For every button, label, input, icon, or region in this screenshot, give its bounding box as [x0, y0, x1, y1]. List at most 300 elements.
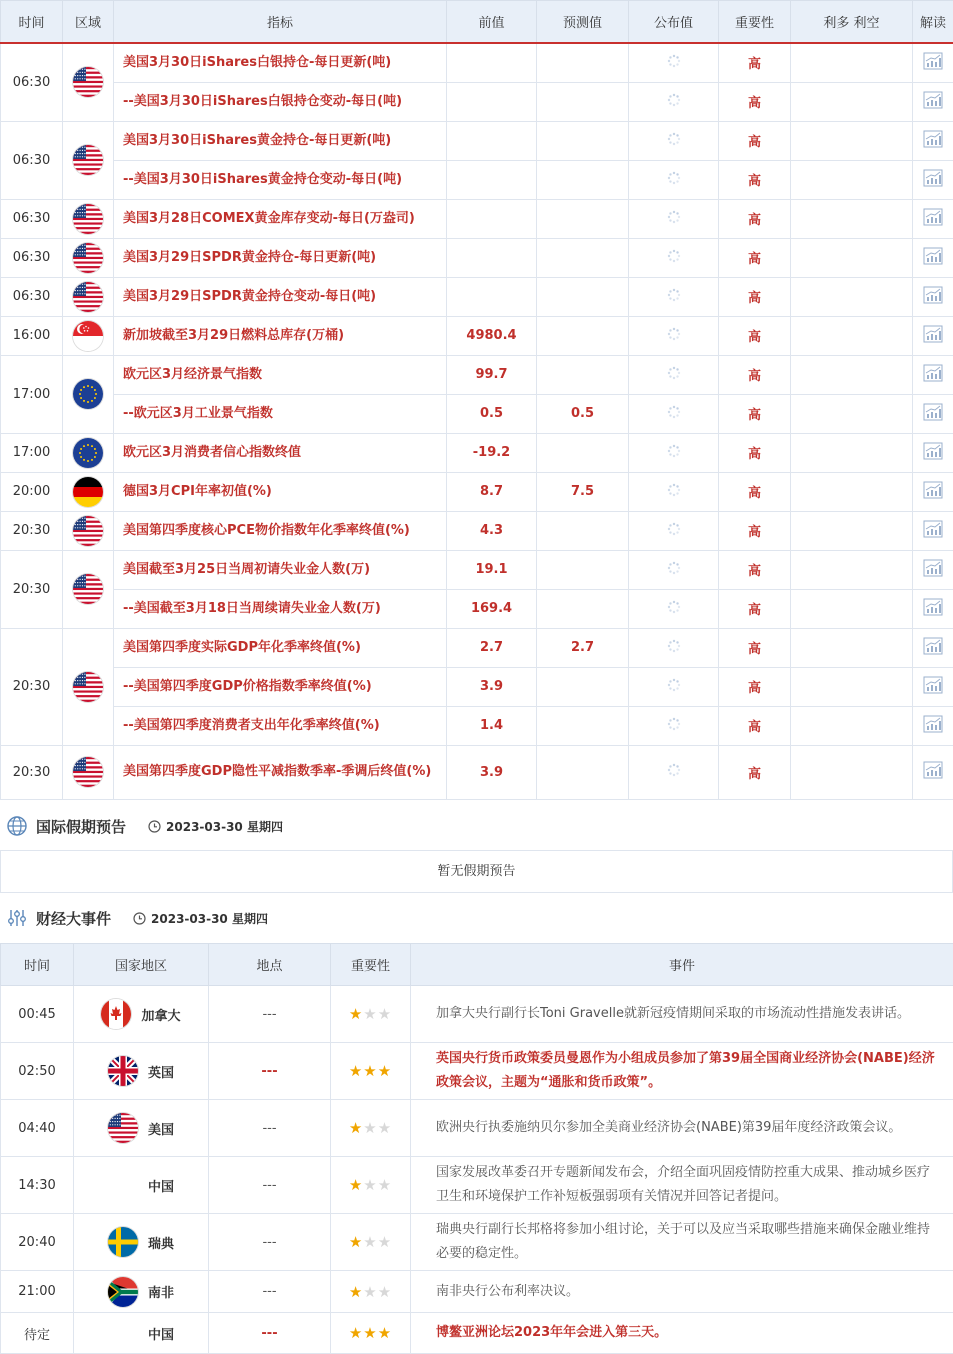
indicator-row	[1, 394, 953, 433]
indicator-time: 06:30	[1, 238, 63, 277]
importance-level: 高	[719, 199, 791, 238]
indicator-time: 20:30	[1, 628, 63, 745]
event-country: 瑞典	[148, 1233, 174, 1252]
event-importance-stars	[331, 1043, 411, 1100]
ev-col-importance: 重要性	[331, 944, 411, 986]
importance-level: 高	[719, 433, 791, 472]
impact-cell	[791, 199, 913, 238]
financial-events-table	[0, 943, 953, 1354]
indicator-name[interactable]: 美国第四季度实际GDP年化季率终值(%)	[114, 628, 447, 667]
chart-icon[interactable]	[923, 247, 943, 269]
importance-level: 高	[719, 160, 791, 199]
chart-icon[interactable]	[923, 637, 943, 659]
indicator-time: 17:00	[1, 355, 63, 433]
star-icon: ★	[378, 1119, 392, 1137]
previous-value: -19.2	[447, 433, 537, 472]
event-row	[1, 1313, 953, 1354]
actual-value	[629, 160, 719, 199]
indicator-row	[1, 277, 953, 316]
event-location: ---	[209, 1214, 331, 1271]
forecast-value	[537, 43, 629, 82]
loading-spinner-icon	[667, 366, 681, 384]
event-time: 20:40	[1, 1214, 74, 1271]
indicator-row	[1, 316, 953, 355]
flag-us-icon	[73, 67, 103, 97]
event-location: ---	[209, 1043, 331, 1100]
loading-spinner-icon	[667, 678, 681, 696]
forecast-value	[537, 82, 629, 121]
region-cell	[63, 316, 114, 355]
impact-cell	[791, 277, 913, 316]
forecast-value	[537, 706, 629, 745]
analysis-cell[interactable]	[913, 706, 953, 745]
col-region: 区域	[63, 1, 114, 44]
importance-level: 高	[719, 550, 791, 589]
event-time: 02:50	[1, 1043, 74, 1100]
previous-value: 3.9	[447, 667, 537, 706]
indicator-row	[1, 121, 953, 160]
chart-icon[interactable]	[923, 715, 943, 737]
previous-value: 8.7	[447, 472, 537, 511]
col-forecast: 预测值	[537, 1, 629, 44]
chart-icon[interactable]	[923, 208, 943, 230]
indicator-row	[1, 628, 953, 667]
indicator-name[interactable]: 美国3月30日iShares白银持仓-每日更新(吨)	[114, 43, 447, 82]
star-icon: ★	[378, 1283, 392, 1301]
event-description: 南非央行公布利率决议。	[411, 1271, 953, 1313]
event-location: ---	[209, 1100, 331, 1157]
indicator-row	[1, 355, 953, 394]
importance-level: 高	[719, 43, 791, 82]
ev-col-time: 时间	[1, 944, 74, 986]
loading-spinner-icon	[667, 327, 681, 345]
impact-cell	[791, 160, 913, 199]
indicator-time: 06:30	[1, 277, 63, 316]
forecast-value	[537, 199, 629, 238]
events-section-title: 财经大事件	[36, 908, 111, 929]
event-country-cell	[74, 1100, 209, 1157]
indicator-name[interactable]: 美国3月29日SPDR黄金持仓变动-每日(吨)	[114, 277, 447, 316]
chart-icon[interactable]	[923, 403, 943, 425]
col-importance: 重要性	[719, 1, 791, 44]
impact-cell	[791, 628, 913, 667]
previous-value: 2.7	[447, 628, 537, 667]
impact-cell	[791, 706, 913, 745]
event-country: 英国	[148, 1062, 174, 1081]
indicator-row	[1, 511, 953, 550]
impact-cell	[791, 433, 913, 472]
chart-icon[interactable]	[923, 442, 943, 464]
importance-level: 高	[719, 238, 791, 277]
col-actual: 公布值	[629, 1, 719, 44]
loading-spinner-icon	[667, 483, 681, 501]
analysis-cell[interactable]	[913, 199, 953, 238]
actual-value	[629, 316, 719, 355]
flag-ca-icon	[101, 999, 131, 1029]
indicator-row	[1, 43, 953, 82]
actual-value	[629, 511, 719, 550]
analysis-cell[interactable]	[913, 628, 953, 667]
actual-value	[629, 277, 719, 316]
star-icon: ★	[349, 1119, 363, 1137]
previous-value: 169.4	[447, 589, 537, 628]
col-time: 时间	[1, 1, 63, 44]
indicator-row	[1, 550, 953, 589]
event-description: 瑞典央行副行长邦格将参加小组讨论，关于可以及应当采取哪些措施来确保金融业维持必要的稳定性。	[411, 1214, 953, 1271]
event-importance-stars	[331, 1271, 411, 1313]
analysis-cell[interactable]	[913, 511, 953, 550]
analysis-cell[interactable]	[913, 394, 953, 433]
chart-icon[interactable]	[923, 598, 943, 620]
indicator-row	[1, 706, 953, 745]
chart-icon[interactable]	[923, 325, 943, 347]
star-icon: ★	[349, 1283, 363, 1301]
region-cell	[63, 628, 114, 745]
event-importance-stars	[331, 1157, 411, 1214]
col-previous: 前值	[447, 1, 537, 44]
forecast-value	[537, 433, 629, 472]
flag-us-icon	[108, 1113, 138, 1143]
loading-spinner-icon	[667, 249, 681, 267]
importance-level: 高	[719, 82, 791, 121]
sliders-icon	[6, 907, 28, 929]
analysis-cell[interactable]	[913, 472, 953, 511]
event-time: 待定	[1, 1313, 74, 1354]
actual-value	[629, 745, 719, 799]
indicator-time: 20:30	[1, 511, 63, 550]
previous-value	[447, 82, 537, 121]
indicator-row	[1, 238, 953, 277]
event-row	[1, 1214, 953, 1271]
loading-spinner-icon	[667, 93, 681, 111]
indicator-name[interactable]: --美国3月30日iShares白银持仓变动-每日(吨)	[114, 82, 447, 121]
holiday-date	[148, 818, 283, 835]
star-icon: ★	[363, 1176, 377, 1194]
actual-value	[629, 355, 719, 394]
event-importance-stars	[331, 1313, 411, 1354]
indicator-name[interactable]: 美国3月29日SPDR黄金持仓-每日更新(吨)	[114, 238, 447, 277]
impact-cell	[791, 511, 913, 550]
flag-us-icon	[73, 516, 103, 546]
region-cell	[63, 433, 114, 472]
no-holiday-notice: 暂无假期预告	[0, 850, 953, 893]
forecast-value	[537, 667, 629, 706]
forecast-value: 2.7	[537, 628, 629, 667]
star-icon: ★	[349, 1176, 363, 1194]
star-icon: ★	[349, 1233, 363, 1251]
star-icon: ★	[363, 1283, 377, 1301]
forecast-value	[537, 355, 629, 394]
star-icon: ★	[349, 1324, 363, 1342]
indicator-name[interactable]: --美国第四季度消费者支出年化季率终值(%)	[114, 706, 447, 745]
loading-spinner-icon	[667, 522, 681, 540]
ev-col-country: 国家地区	[74, 944, 209, 986]
impact-cell	[791, 316, 913, 355]
importance-level: 高	[719, 745, 791, 799]
impact-cell	[791, 121, 913, 160]
region-cell	[63, 199, 114, 238]
indicator-time: 06:30	[1, 199, 63, 238]
forecast-value	[537, 277, 629, 316]
previous-value: 19.1	[447, 550, 537, 589]
event-country-cell	[74, 1157, 209, 1214]
forecast-value	[537, 160, 629, 199]
indicator-name[interactable]: 美国第四季度核心PCE物价指数年化季率终值(%)	[114, 511, 447, 550]
previous-value: 1.4	[447, 706, 537, 745]
region-cell	[63, 121, 114, 199]
indicator-time: 16:00	[1, 316, 63, 355]
event-importance-stars	[331, 1100, 411, 1157]
event-country: 美国	[148, 1119, 174, 1138]
chart-icon[interactable]	[923, 481, 943, 503]
star-icon: ★	[363, 1005, 377, 1023]
impact-cell	[791, 355, 913, 394]
indicator-row	[1, 82, 953, 121]
indicator-time: 06:30	[1, 43, 63, 121]
star-icon: ★	[363, 1233, 377, 1251]
event-importance-stars	[331, 986, 411, 1043]
actual-value	[629, 199, 719, 238]
previous-value	[447, 121, 537, 160]
event-importance-stars	[331, 1214, 411, 1271]
star-icon: ★	[378, 1233, 392, 1251]
analysis-cell[interactable]	[913, 121, 953, 160]
actual-value	[629, 43, 719, 82]
indicator-row	[1, 472, 953, 511]
ev-col-event: 事件	[411, 944, 953, 986]
loading-spinner-icon	[667, 132, 681, 150]
previous-value: 4980.4	[447, 316, 537, 355]
loading-spinner-icon	[667, 444, 681, 462]
analysis-cell[interactable]	[913, 745, 953, 799]
loading-spinner-icon	[667, 54, 681, 72]
indicator-name[interactable]: 美国第四季度GDP隐性平减指数季率-季调后终值(%)	[114, 745, 447, 799]
previous-value	[447, 43, 537, 82]
forecast-value	[537, 238, 629, 277]
importance-level: 高	[719, 667, 791, 706]
event-time: 00:45	[1, 986, 74, 1043]
flag-de-icon	[73, 477, 103, 507]
indicator-name[interactable]: --美国3月30日iShares黄金持仓变动-每日(吨)	[114, 160, 447, 199]
region-cell	[63, 472, 114, 511]
event-row	[1, 986, 953, 1043]
actual-value	[629, 706, 719, 745]
impact-cell	[791, 589, 913, 628]
indicator-row	[1, 667, 953, 706]
indicator-name[interactable]: --欧元区3月工业景气指数	[114, 394, 447, 433]
event-country-cell	[74, 1214, 209, 1271]
chart-icon[interactable]	[923, 520, 943, 542]
indicator-name[interactable]: 美国3月28日COMEX黄金库存变动-每日(万盎司)	[114, 199, 447, 238]
indicator-name[interactable]: 新加坡截至3月29日燃料总库存(万桶)	[114, 316, 447, 355]
indicator-name[interactable]: 美国截至3月25日当周初请失业金人数(万)	[114, 550, 447, 589]
region-cell	[63, 238, 114, 277]
event-country: 中国	[148, 1324, 174, 1343]
impact-cell	[791, 82, 913, 121]
flag-us-icon	[73, 204, 103, 234]
analysis-cell[interactable]	[913, 82, 953, 121]
event-location: ---	[209, 1313, 331, 1354]
event-description: 国家发展改革委召开专题新闻发布会，介绍全面巩固疫情防控重大成果、推动城乡医疗卫生和环境保护工作补短板强弱项有关情况并回答记者提问。	[411, 1157, 953, 1214]
star-icon: ★	[378, 1324, 392, 1342]
loading-spinner-icon	[667, 171, 681, 189]
importance-level: 高	[719, 511, 791, 550]
flag-us-icon	[73, 672, 103, 702]
loading-spinner-icon	[667, 600, 681, 618]
impact-cell	[791, 745, 913, 799]
importance-level: 高	[719, 121, 791, 160]
loading-spinner-icon	[667, 717, 681, 735]
forecast-value	[537, 511, 629, 550]
indicator-time: 20:00	[1, 472, 63, 511]
actual-value	[629, 550, 719, 589]
analysis-cell[interactable]	[913, 43, 953, 82]
indicator-name[interactable]: 德国3月CPI年率初值(%)	[114, 472, 447, 511]
previous-value	[447, 199, 537, 238]
ev-col-location: 地点	[209, 944, 331, 986]
star-icon: ★	[349, 1005, 363, 1023]
event-country-cell	[74, 1313, 209, 1354]
flag-sg-icon	[73, 321, 103, 351]
events-header-row	[1, 944, 953, 986]
event-description: 英国央行货币政策委员曼恩作为小组成员参加了第39届全国商业经济协会(NABE)经济政策会议，主题为“通胀和货币政策”。	[411, 1043, 953, 1100]
loading-spinner-icon	[667, 639, 681, 657]
indicator-row	[1, 160, 953, 199]
indicator-name[interactable]: 欧元区3月经济景气指数	[114, 355, 447, 394]
events-date-text: 2023-03-30 星期四	[151, 910, 268, 927]
globe-icon	[6, 815, 28, 837]
event-country: 中国	[148, 1176, 174, 1195]
importance-level: 高	[719, 628, 791, 667]
analysis-cell[interactable]	[913, 238, 953, 277]
chart-icon[interactable]	[923, 676, 943, 698]
holiday-section-title: 国际假期预告	[36, 816, 126, 837]
indicator-name[interactable]: 美国3月30日iShares黄金持仓-每日更新(吨)	[114, 121, 447, 160]
impact-cell	[791, 238, 913, 277]
event-time: 21:00	[1, 1271, 74, 1313]
event-description: 欧洲央行执委施纳贝尔参加全美商业经济协会(NABE)第39届年度经济政策会议。	[411, 1100, 953, 1157]
actual-value	[629, 472, 719, 511]
chart-icon[interactable]	[923, 761, 943, 783]
analysis-cell[interactable]	[913, 589, 953, 628]
clock-icon	[148, 820, 161, 833]
chart-icon[interactable]	[923, 130, 943, 152]
previous-value: 4.3	[447, 511, 537, 550]
indicator-name[interactable]: 欧元区3月消费者信心指数终值	[114, 433, 447, 472]
region-cell	[63, 550, 114, 628]
flag-za-icon	[108, 1277, 138, 1307]
flag-eu-icon	[73, 379, 103, 409]
event-location: ---	[209, 986, 331, 1043]
loading-spinner-icon	[667, 210, 681, 228]
event-row	[1, 1271, 953, 1313]
forecast-value: 7.5	[537, 472, 629, 511]
impact-cell	[791, 550, 913, 589]
event-time: 14:30	[1, 1157, 74, 1214]
chart-icon[interactable]	[923, 91, 943, 113]
event-location: ---	[209, 1157, 331, 1214]
forecast-value	[537, 745, 629, 799]
events-section-header	[0, 907, 268, 929]
analysis-cell[interactable]	[913, 277, 953, 316]
chart-icon[interactable]	[923, 364, 943, 386]
analysis-cell[interactable]	[913, 160, 953, 199]
actual-value	[629, 394, 719, 433]
indicator-name[interactable]: --美国第四季度GDP价格指数季率终值(%)	[114, 667, 447, 706]
previous-value	[447, 160, 537, 199]
clock-icon	[133, 912, 146, 925]
loading-spinner-icon	[667, 288, 681, 306]
impact-cell	[791, 667, 913, 706]
forecast-value	[537, 316, 629, 355]
flag-gb-icon	[108, 1056, 138, 1086]
event-location: ---	[209, 1271, 331, 1313]
event-country: 加拿大	[141, 1005, 180, 1024]
actual-value	[629, 667, 719, 706]
flag-se-icon	[108, 1227, 138, 1257]
region-cell	[63, 277, 114, 316]
analysis-cell[interactable]	[913, 316, 953, 355]
indicator-time: 20:30	[1, 745, 63, 799]
flag-us-icon	[73, 282, 103, 312]
analysis-cell[interactable]	[913, 667, 953, 706]
event-row	[1, 1157, 953, 1214]
chart-icon[interactable]	[923, 559, 943, 581]
chart-icon[interactable]	[923, 52, 943, 74]
indicator-name[interactable]: --美国截至3月18日当周续请失业金人数(万)	[114, 589, 447, 628]
star-icon: ★	[363, 1119, 377, 1137]
importance-level: 高	[719, 589, 791, 628]
actual-value	[629, 121, 719, 160]
star-icon: ★	[378, 1176, 392, 1194]
forecast-value	[537, 550, 629, 589]
impact-cell	[791, 43, 913, 82]
region-cell	[63, 745, 114, 799]
region-cell	[63, 43, 114, 121]
flag-us-icon	[73, 574, 103, 604]
region-cell	[63, 511, 114, 550]
previous-value	[447, 238, 537, 277]
importance-level: 高	[719, 394, 791, 433]
actual-value	[629, 589, 719, 628]
indicator-row	[1, 433, 953, 472]
analysis-cell[interactable]	[913, 355, 953, 394]
analysis-cell[interactable]	[913, 433, 953, 472]
event-row	[1, 1043, 953, 1100]
analysis-cell[interactable]	[913, 550, 953, 589]
event-country-cell	[74, 1043, 209, 1100]
events-date	[133, 910, 268, 927]
previous-value: 3.9	[447, 745, 537, 799]
star-icon: ★	[378, 1062, 392, 1080]
actual-value	[629, 238, 719, 277]
calendar-header-row	[1, 1, 953, 44]
event-country: 南非	[148, 1282, 174, 1301]
indicator-time: 17:00	[1, 433, 63, 472]
importance-level: 高	[719, 316, 791, 355]
star-icon: ★	[378, 1005, 392, 1023]
chart-icon[interactable]	[923, 169, 943, 191]
actual-value	[629, 628, 719, 667]
event-time: 04:40	[1, 1100, 74, 1157]
importance-level: 高	[719, 472, 791, 511]
indicator-row	[1, 199, 953, 238]
event-country-cell	[74, 986, 209, 1043]
actual-value	[629, 82, 719, 121]
chart-icon[interactable]	[923, 286, 943, 308]
indicator-row	[1, 745, 953, 799]
impact-cell	[791, 472, 913, 511]
